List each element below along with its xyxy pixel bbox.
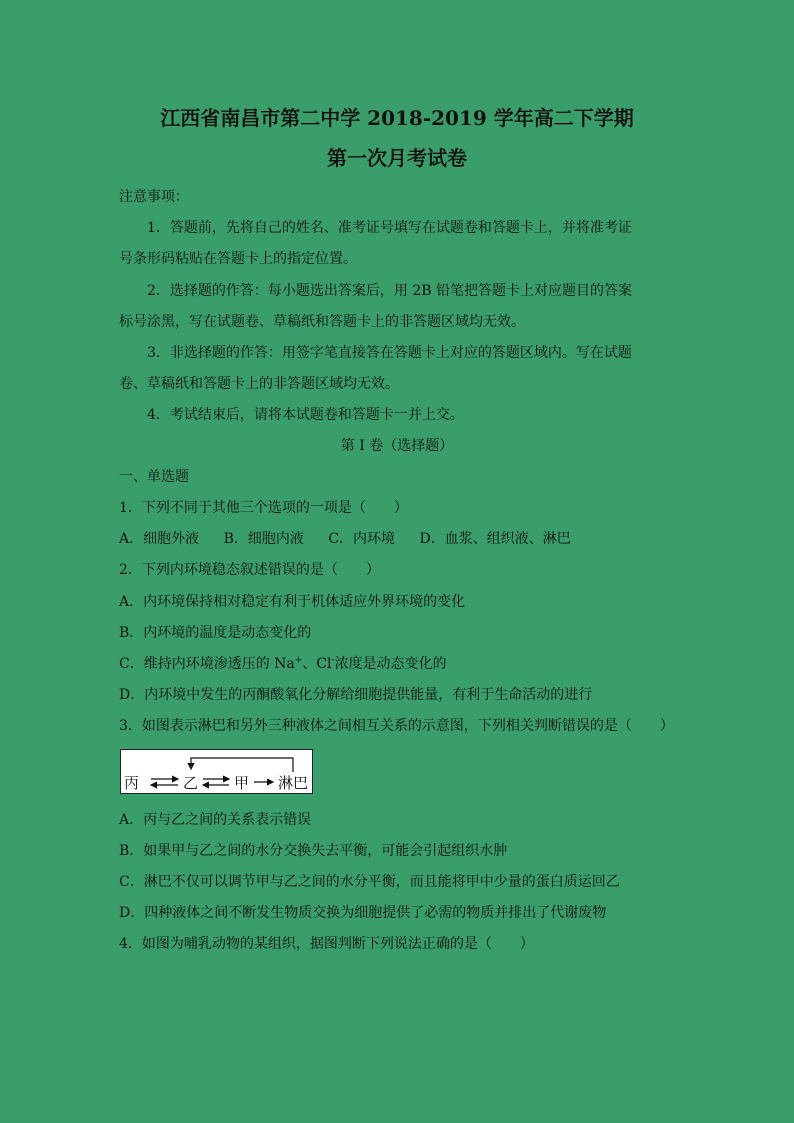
notice-item-3-line2: 卷、草稿纸和答题卡上的非答题区域均无效。: [119, 376, 399, 392]
question-4-stem: 4．如图为哺乳动物的某组织，据图判断下列说法正确的是（ ）: [119, 936, 534, 952]
fluid-relationship-diagram: [120, 749, 313, 794]
question-2-option-c-mid: 、Cl: [302, 656, 332, 672]
question-2-option-c[interactable]: [119, 655, 447, 673]
diagram-label-yi: 乙: [183, 774, 199, 792]
chloride-charge: -: [331, 655, 335, 666]
question-2-stem: 2．下列内环境稳态叙述错误的是（ ）: [119, 562, 380, 578]
volume-heading: 第 I 卷（选择题）: [340, 438, 454, 454]
section-heading: 一、单选题: [119, 469, 189, 485]
question-3-stem: 3．如图表示淋巴和另外三种液体之间相互关系的示意图，下列相关判断错误的是（ ）: [119, 718, 674, 734]
question-2-option-a[interactable]: A．内环境保持相对稳定有利于机体适应外界环境的变化: [119, 594, 466, 610]
notice-heading: 注意事项：: [119, 189, 189, 205]
sodium-charge: +: [294, 655, 303, 666]
question-2-option-d[interactable]: D．内环境中发生的丙酮酸氧化分解给细胞提供能量，有利于生命活动的进行: [119, 687, 593, 703]
arrow-lymph-to-yi: [191, 758, 293, 772]
notice-item-2-line1: 2．选择题的作答：每小题选出答案后，用 2B 铅笔把答题卡上对应题目的答案: [147, 283, 633, 299]
exam-title-line2: 第一次月考试卷: [327, 146, 467, 170]
question-3-option-d[interactable]: D．四种液体之间不断发生物质交换为细胞提供了必需的物质并排出了代谢废物: [119, 905, 607, 921]
question-1-option-c[interactable]: C．内环境: [328, 531, 396, 547]
notice-item-2-line2: 标号涂黑，写在试题卷、草稿纸和答题卡上的非答题区域均无效。: [119, 314, 525, 330]
diagram-label-jia: 甲: [234, 774, 250, 792]
question-1-option-d[interactable]: D．血浆、组织液、淋巴: [419, 531, 571, 547]
notice-item-1-line1: 1．答题前，先将自己的姓名、准考证号填写在试题卷和答题卡上，并将准考证: [147, 220, 632, 236]
notice-item-4: 4．考试结束后，请将本试题卷和答题卡一并上交。: [147, 407, 464, 423]
question-2-option-c-tail: 浓度是动态变化的: [334, 656, 447, 672]
question-3-option-a[interactable]: A．丙与乙之间的关系表示错误: [119, 812, 312, 828]
question-1-stem: 1．下列不同于其他三个选项的一项是（ ）: [119, 500, 408, 516]
question-3-option-b[interactable]: B．如果甲与乙之间的水分交换失去平衡，可能会引起组织水肿: [119, 843, 508, 859]
diagram-label-bing: 丙: [124, 774, 140, 792]
notice-item-1-line2: 号条形码粘贴在答题卡上的指定位置。: [119, 251, 357, 267]
notice-item-3-line1: 3．非选择题的作答：用签字笔直接答在答题卡上对应的答题区域内。写在试题: [147, 345, 632, 361]
question-1-option-a[interactable]: A．细胞外液: [119, 531, 200, 547]
exam-title-line1: 江西省南昌市第二中学 2018-2019 学年高二下学期: [160, 106, 634, 130]
question-2-option-c-text: C．维持内环境渗透压的 Na: [119, 656, 295, 672]
question-1-option-b[interactable]: B．细胞内液: [223, 531, 304, 547]
question-2-option-b[interactable]: B．内环境的温度是动态变化的: [119, 625, 312, 641]
question-3-option-c[interactable]: C．淋巴不仅可以调节甲与乙之间的水分平衡，而且能将甲中少量的蛋白质运回乙: [119, 874, 620, 890]
question-1-options: [119, 530, 571, 548]
diagram-label-lymph: 淋巴: [278, 774, 309, 792]
